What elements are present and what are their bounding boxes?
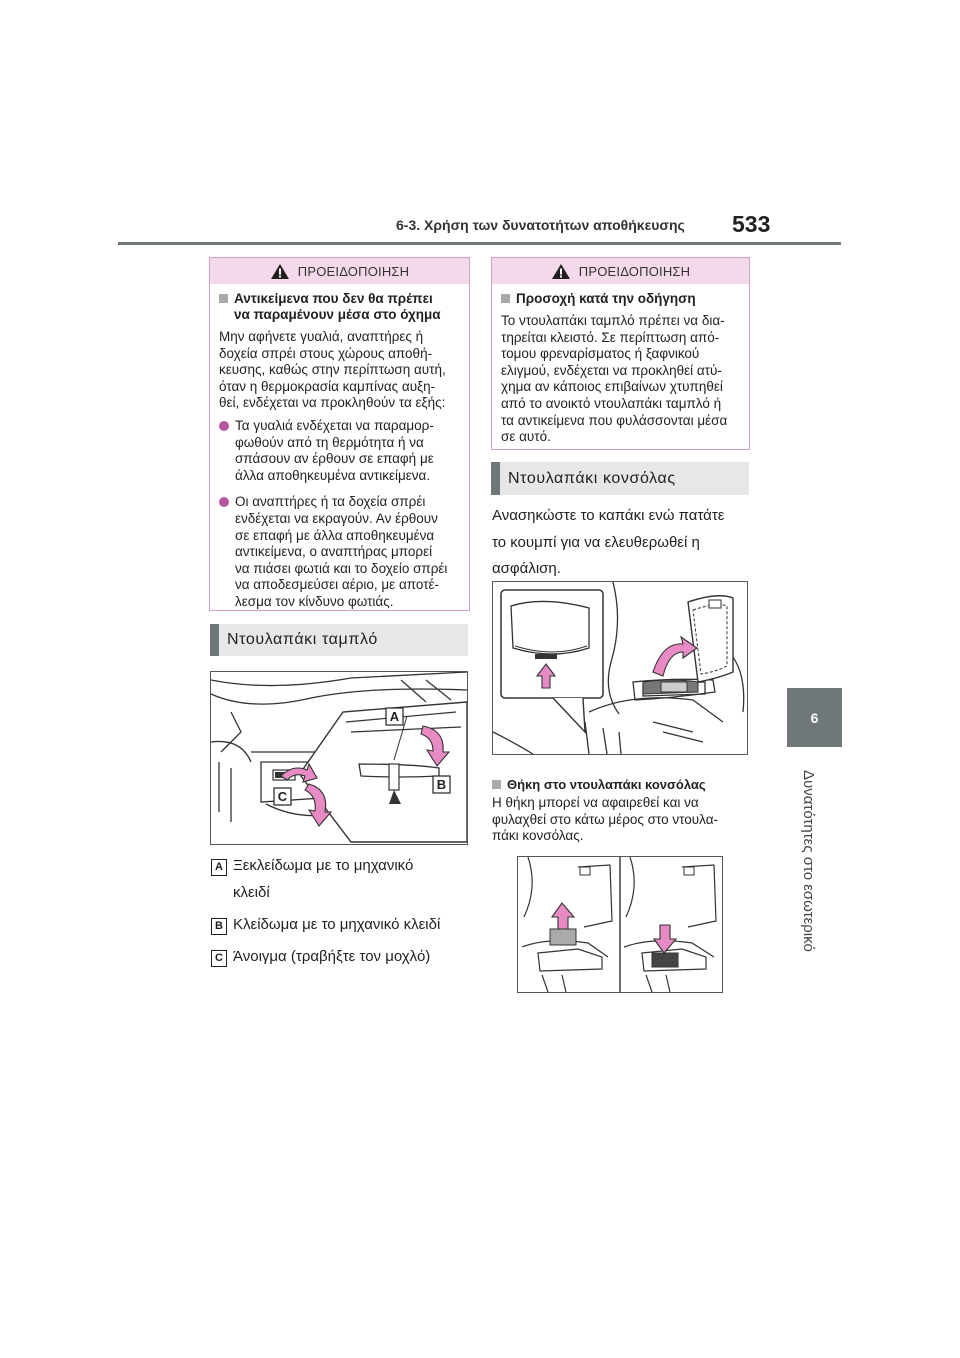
text-line: Τα γυαλιά ενδέχεται να παραμορ- [235, 417, 434, 433]
glovebox-legend [211, 852, 471, 970]
text-line: σε επαφή με άλλα αποθηκευμένα [235, 527, 435, 543]
warning-title: ΠΡΟΕΙΔΟΠΟΙΗΣΗ [578, 263, 691, 279]
section-title-text: Ντουλαπάκι κονσόλας [508, 469, 676, 487]
text-line: κευσης, καθώς στην περίπτωση αυτή, [219, 362, 446, 378]
text-line: πάκι κονσόλας. [492, 828, 584, 844]
warning-body [501, 313, 741, 446]
text-line: Ανασηκώστε το καπάκι ενώ πατάτε [492, 507, 725, 524]
text-line: αντικείμενα, ο αναπτήρας μπορεί [235, 544, 433, 560]
warning-header [492, 258, 749, 284]
text-line: ελιγμού, ενδέχεται να προκληθεί ατύ- [501, 362, 722, 378]
text-line: άλλα αποθηκευμένα αντικείμενα. [235, 467, 431, 483]
text-line: από το ανοικτό ντουλαπάκι ταμπλό ή [501, 395, 722, 411]
legend-label-box: A [211, 859, 227, 876]
text-line: τα αντικείμενα που φυλάσσονται μέσα [501, 412, 728, 428]
glovebox-illustration [210, 671, 468, 845]
tray-heading-text: Θήκη στο ντουλαπάκι κονσόλας [507, 777, 706, 792]
chapter-tab [787, 688, 842, 747]
text-line: Η θήκη μπορεί να αφαιρεθεί και να [492, 795, 699, 810]
bullet-dot-icon [219, 497, 229, 507]
warning-bullet-lighters [219, 494, 459, 610]
warning-box-driving [491, 257, 750, 450]
text-line: όταν η θερμοκρασία καμπίνας αυξη- [219, 378, 436, 394]
square-bullet-icon [501, 294, 510, 303]
text-line: Το ντουλαπάκι ταμπλό πρέπει να δια- [501, 313, 725, 328]
figure-label-a: A [389, 709, 400, 724]
warning-title: ΠΡΟΕΙΔΟΠΟΙΗΣΗ [297, 263, 410, 279]
console-drawing [493, 582, 747, 754]
tray-heading [492, 777, 706, 793]
text-line: σε αυτό. [501, 429, 551, 445]
warning-heading-text: Προσοχή κατά την οδήγηση [516, 291, 696, 306]
text-line: ασφάλιση. [492, 560, 561, 577]
legend-text: Κλείδωμα με το μηχανικό κλειδί [233, 916, 441, 933]
warning-heading [219, 291, 459, 323]
figure-label-c: C [277, 789, 288, 804]
legend-item-a [211, 852, 471, 879]
warning-bullet-glasses [219, 418, 459, 484]
square-bullet-icon [492, 780, 501, 789]
section-title-text: Ντουλαπάκι ταμπλό [227, 631, 378, 648]
section-title-glovebox [210, 624, 468, 656]
tray-description [492, 795, 754, 845]
warning-heading [501, 291, 741, 307]
text-line: λεσμα τον κίνδυνο φωτιάς. [235, 593, 394, 609]
warning-triangle-icon [270, 263, 290, 280]
legend-text-continued: κλειδί [233, 884, 270, 901]
chapter-side-title [800, 770, 832, 952]
text-line: τηρείται κλειστό. Σε περίπτωση από- [501, 329, 720, 345]
text-line: χημα αν κάποιος επιβαίνων χτυπηθεί [501, 379, 723, 395]
chapter-side-title-text: Δυνατότητες στο εσωτερικό [800, 770, 817, 952]
text-line: ενδέχεται να εκραγούν. Αν έρθουν [235, 510, 438, 526]
text-line: Οι αναπτήρες ή τα δοχεία σπρέι [235, 494, 426, 510]
console-illustration [492, 581, 748, 755]
legend-label-box: C [211, 950, 227, 967]
warning-heading-line: να παραμένουν μέσα στο όχημα [234, 307, 441, 322]
text-line: τομου φρεναρίσματος ή ξαφνικού [501, 346, 700, 362]
section-header-title: 6-3. Χρήση των δυνατοτήτων αποθήκευσης [396, 217, 685, 233]
text-line: να πιάσει φωτιά και το δοχείο σπρέι [235, 560, 448, 576]
bullet-dot-icon [219, 421, 229, 431]
figure-label-b: B [436, 777, 447, 792]
text-line: φυλαχθεί στο κάτω μέρος στο ντουλα- [492, 811, 719, 827]
page-number: 533 [732, 211, 771, 237]
warning-header [210, 258, 469, 284]
text-line: να αποδεσμεύσει αέριο, με αποτέ- [235, 577, 440, 593]
console-tray-drawing [518, 857, 722, 992]
warning-body [219, 329, 459, 412]
legend-text: Άνοιγμα (τραβήξτε τον μοχλό) [233, 948, 431, 965]
chapter-number: 6 [810, 709, 819, 726]
text-line: σπάσουν αν έρθουν σε επαφή με [235, 451, 434, 467]
text-line: θεί, ενδέχεται να προκληθούν τα εξής: [219, 395, 446, 411]
legend-text: Ξεκλείδωμα με το μηχανικό [233, 857, 414, 874]
console-tray-illustration [517, 856, 723, 993]
warning-heading-line: Αντικείμενα που δεν θα πρέπει [234, 291, 433, 306]
text-line: Μην αφήνετε γυαλιά, αναπτήρες ή [219, 329, 424, 344]
text-line: το κουμπί για να ελευθερωθεί η [492, 533, 700, 551]
legend-item-b [211, 911, 471, 938]
warning-triangle-icon [551, 263, 571, 280]
console-instructions [492, 503, 754, 583]
square-bullet-icon [219, 294, 228, 303]
legend-item-c [211, 943, 471, 970]
warning-box-objects [209, 257, 470, 611]
text-line: δοχεία σπρέι στους χώρους αποθή- [219, 345, 433, 361]
legend-label-box: B [211, 918, 227, 935]
header-divider [118, 242, 841, 245]
text-line: φωθούν από τη θερμότητα ή να [235, 434, 424, 450]
glovebox-drawing [211, 672, 467, 844]
section-title-console [491, 462, 749, 495]
